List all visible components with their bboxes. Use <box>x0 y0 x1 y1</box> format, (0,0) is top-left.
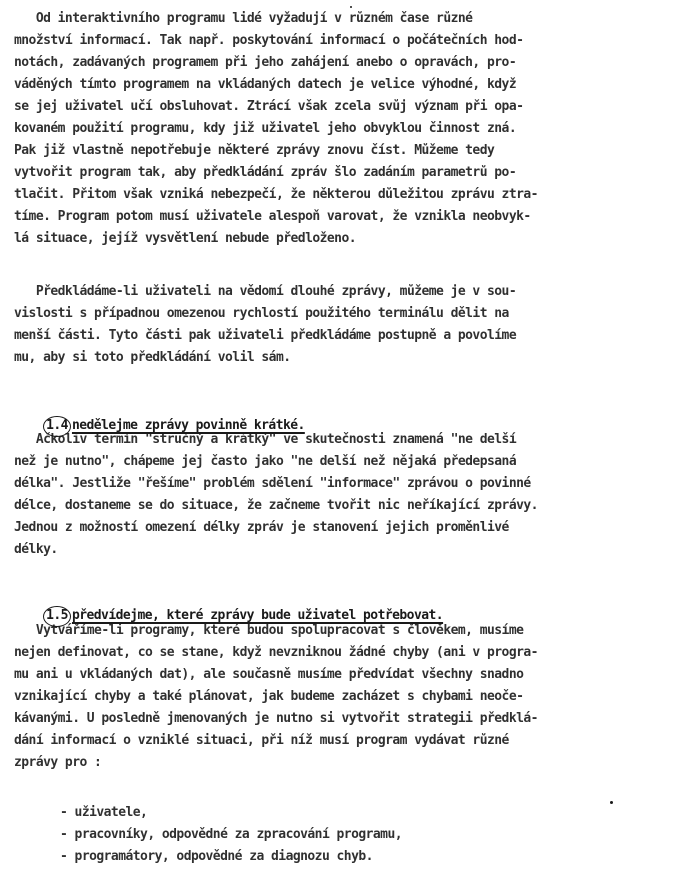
section-number: 1.5 <box>43 606 71 627</box>
text-line: váděných tímto programem na vkládaných datech je velice výhodné, když <box>14 77 517 92</box>
text-line: vytvořit program tak, aby předkládání zpráv šlo zadáním parametrů po- <box>14 165 517 180</box>
text-line: Předkládáme-li uživateli na vědomí dlouhé zprávy, můžeme je v sou- <box>14 284 517 299</box>
text-line: se jej uživatel učí obsluhovat. Ztrácí však zcela svůj význam při opa- <box>14 99 524 114</box>
ink-speck <box>350 6 352 8</box>
text-line: Pak již vlastně nepotřebuje některé zprávy znovu číst. Můžeme tedy <box>14 143 495 158</box>
text-line: mu ani u vkládaných dat), ale současně musíme předvídat všechny snadno <box>14 667 524 682</box>
text-line: mu, aby si toto předkládání volil sám. <box>14 350 291 365</box>
section-number: 1.4 <box>43 416 71 437</box>
text-line: notách, zadávaných programem při jeho zahájení anebo o opravách, pro- <box>14 55 517 70</box>
ink-speck <box>610 801 613 804</box>
text-line: vznikající chyby a také plánovat, jak budeme zacházet s chybami neoče- <box>14 689 524 704</box>
text-line: tlačit. Přitom však vzniká nebezpečí, že některou důležitou zprávu ztra- <box>14 187 538 202</box>
text-line: zprávy pro : <box>14 755 102 770</box>
text-line: Ačkoliv termín "stručný a krátký" ve skutečnosti znamená "ne delší <box>14 432 517 447</box>
list-item: - pracovníky, odpovědné za zpracování programu, <box>60 827 403 842</box>
text-line: tíme. Program potom musí uživatele alespoň varovat, že vznikla neobvyk- <box>14 209 531 224</box>
text-line: délky. <box>14 542 58 557</box>
text-line: vislosti s případnou omezenou rychlostí použitého terminálu dělit na <box>14 306 509 321</box>
text-line: Jednou z možností omezení délky zpráv je stanovení jejich proměnlivé <box>14 520 509 535</box>
text-line: menší části. Tyto části pak uživateli předkládáme postupně a povolíme <box>14 328 517 343</box>
list-item: - programátory, odpovědné za diagnozu chyb. <box>60 849 373 864</box>
text-line: Vytváříme-li programy, které budou spolupracovat s člověkem, musíme <box>14 623 524 638</box>
section-title: předvídejme, které zprávy bude uživatel potřebovat. <box>71 608 444 623</box>
text-line: lá situace, jejíž vysvětlení nebude předloženo. <box>14 231 357 246</box>
section-title: nedělejme zprávy povinně krátké. <box>71 418 305 433</box>
text-line: kovaném použití programu, kdy již uživatel jeho obvyklou činnost zná. <box>14 121 517 136</box>
text-line: Od interaktivního programu lidé vyžadují v různém čase různé <box>14 11 473 26</box>
text-line: kávanými. U posledně jmenovaných je nutno si vytvořit strategii předklá- <box>14 711 538 726</box>
text-line: množství informací. Tak např. poskytování informací o počátečních hod- <box>14 33 524 48</box>
text-line: délka". Jestliže "řešíme" problém sdělení "informace" zprávou o povinné <box>14 476 531 491</box>
text-line: než je nutno", chápeme jej často jako "ne delší než nějaká předepsaná <box>14 454 517 469</box>
text-line: délce, dostaneme se do situace, že začneme tvořit nic neříkající zprávy. <box>14 498 538 513</box>
text-line: nejen definovat, co se stane, když nevzniknou žádné chyby (ani v progra- <box>14 645 538 660</box>
list-item: - uživatele, <box>60 805 148 820</box>
text-line: dání informací o vzniklé situaci, při níž musí program vydávat různé <box>14 733 509 748</box>
